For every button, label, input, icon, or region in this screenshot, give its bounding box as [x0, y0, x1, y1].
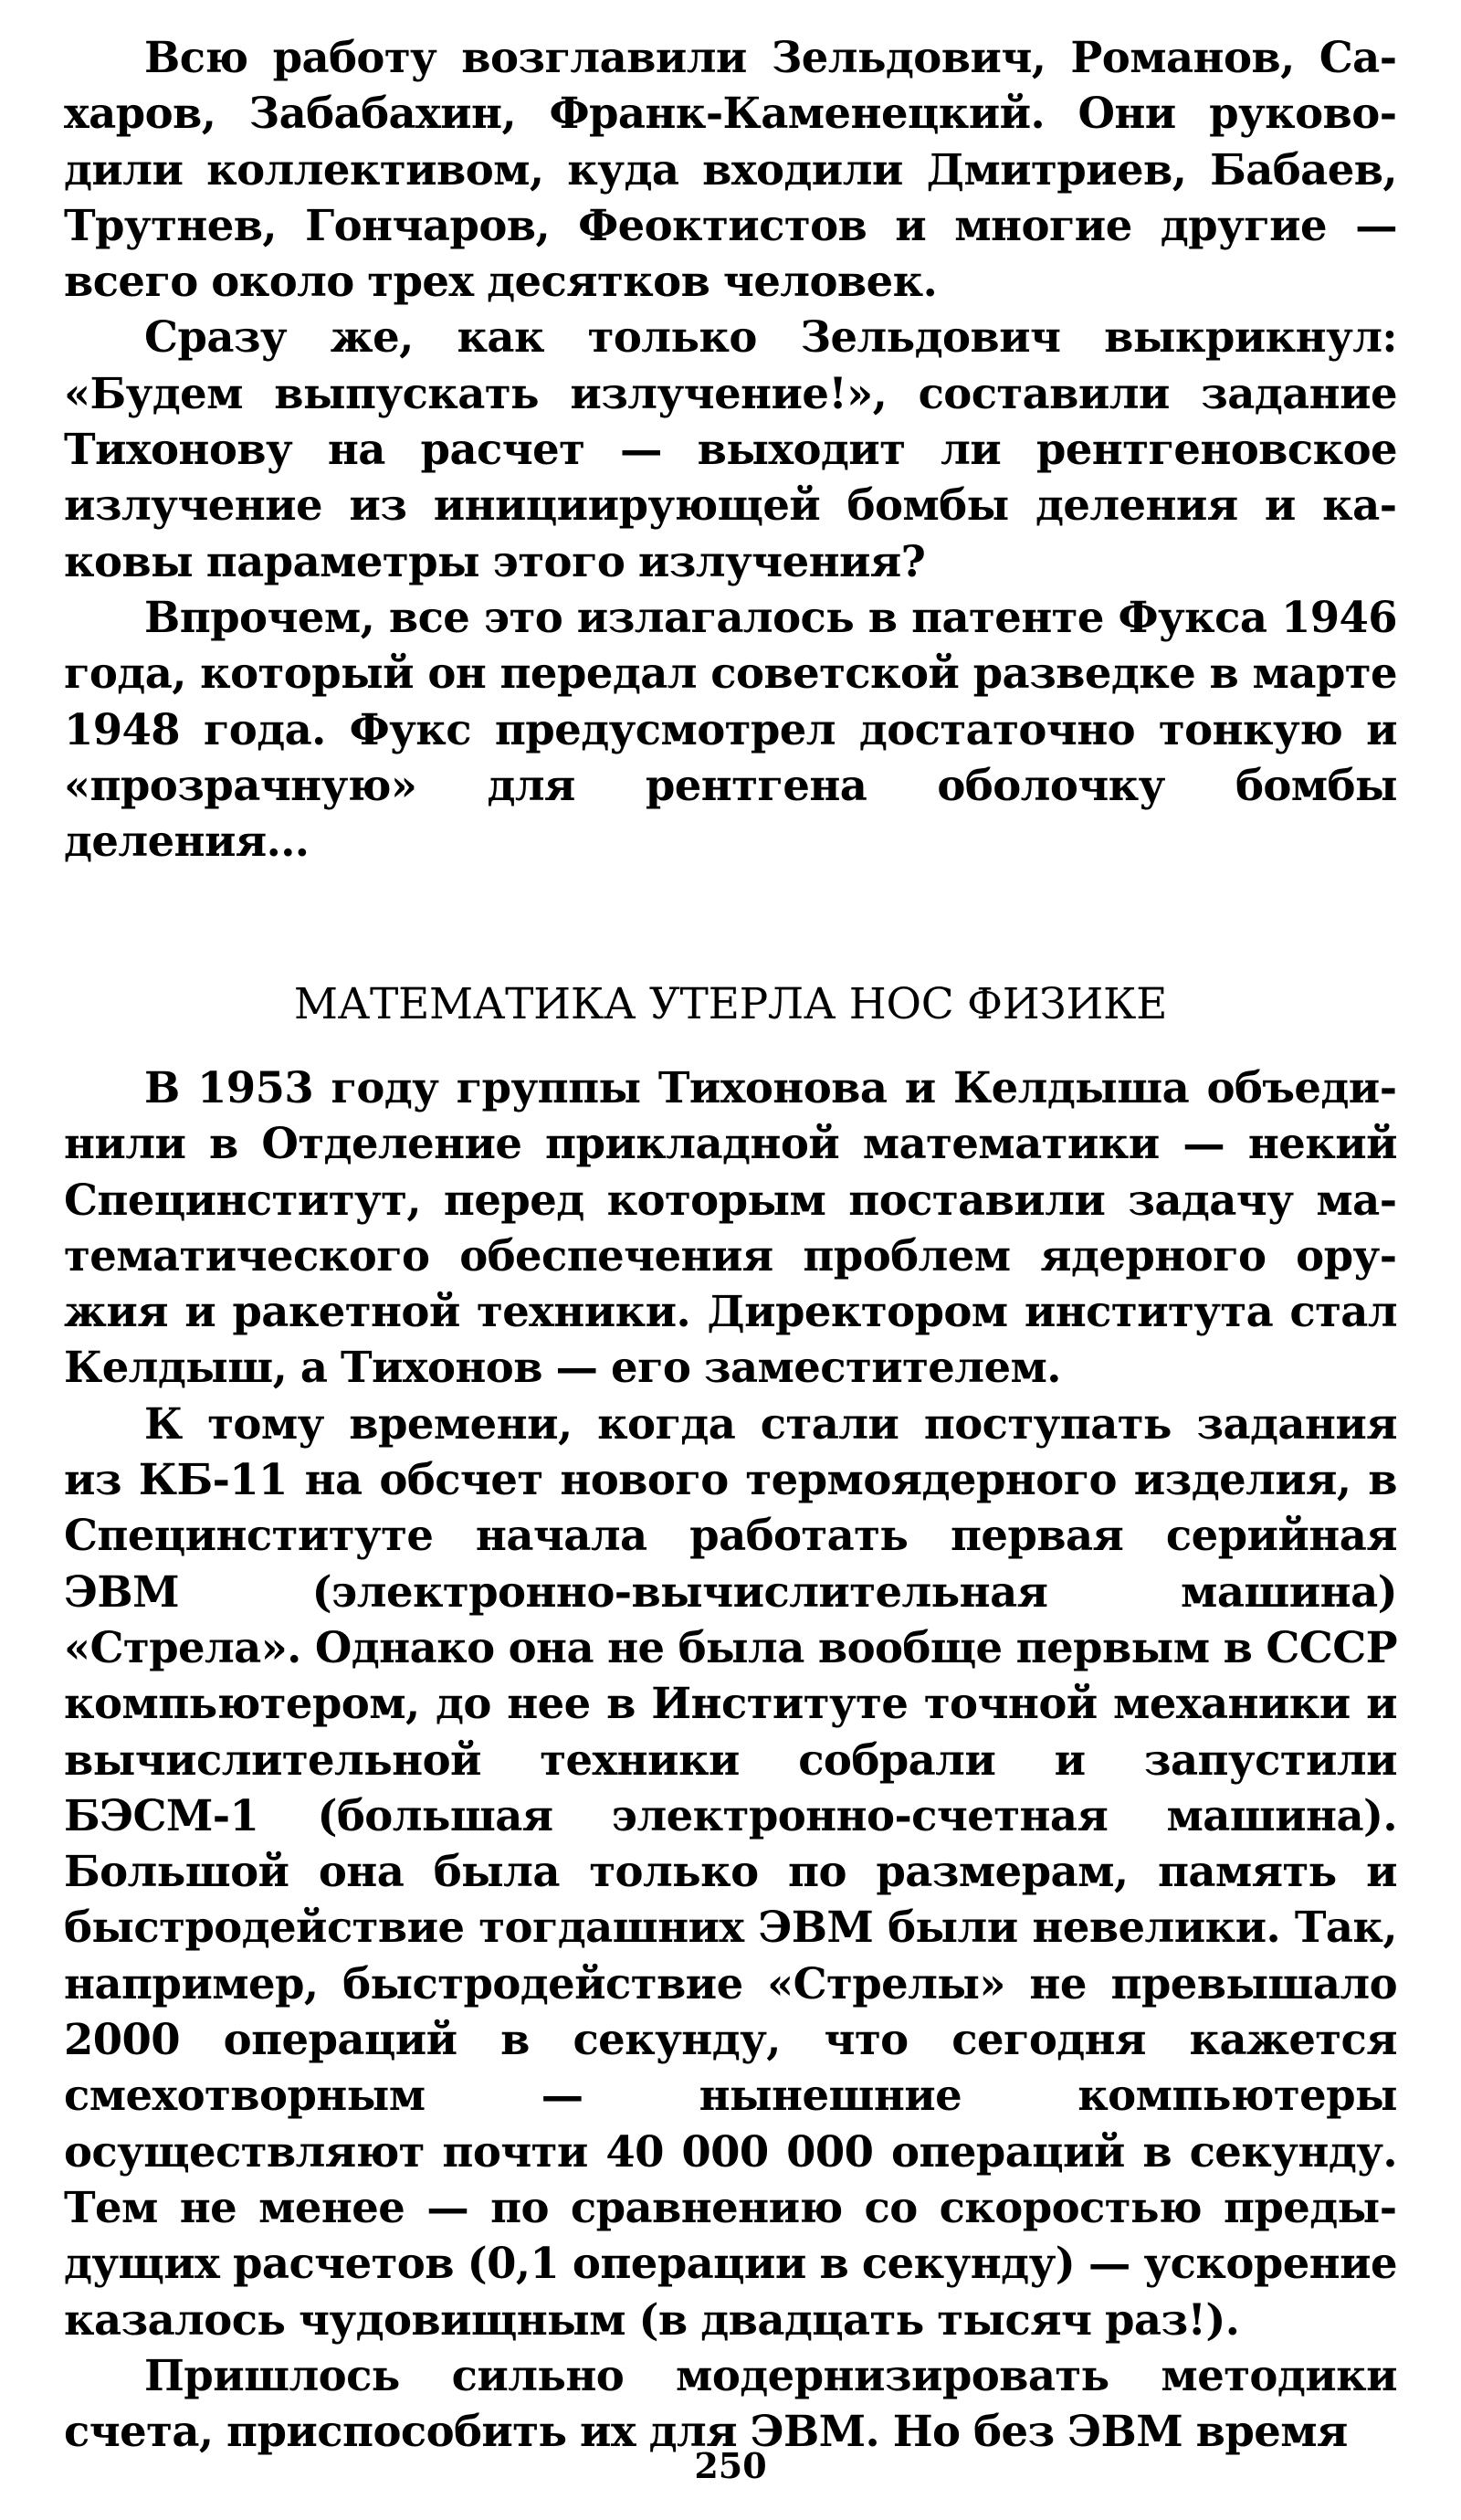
- paragraph: К тому времени, когда стали поступать задания из КБ-11 на обсчет нового термоядерного изделия, в Специнституте начала работать первая серийная ЭВМ (электронно-вычислительная машина) «Стрела». Однако она не была вообще первым в СССР компьютером, до нее в Институте точной механики и вычислительной техники собрали и запустили БЭСМ-1 (большая электронно-счетная машина). Большой она была только по размерам, память и быстродействие тогдашних ЭВМ были невелики. Так, например, быстродействие «Стрелы» не превышало 2000 операций в секунду, что сегодня кажется смехотворным — нынешние компьютеры осуществляют почти 40 000 000 операций в секунду. Тем не менее — по сравнению со скоростью предыдущих расчетов (0,1 операции в секунду) — ускорение казалось чудовищным (в двадцать тысяч раз!).: [64, 1397, 1397, 2345]
- paragraph: Впрочем, все это излагалось в патенте Фукса 1946 года, который он передал советской разведке в марте 1948 года. Фукс предусмотрел достаточно тонкую и «прозрачную» для рентгена оболочку бомбы деления...: [64, 591, 1397, 867]
- paragraph: Сразу же, как только Зельдович выкрикнул: «Будем выпускать излучение!», составили задание Тихонову на расчет — выходит ли рентгеновское излучение из инициирующей бомбы деления и каковы параметры этого излучения?: [64, 311, 1397, 586]
- paragraph: В 1953 году группы Тихонова и Келдыша объединили в Отделение прикладной математики — некий Специнститут, перед которым поставили задачу математического обеспечения проблем ядерного оружия и ракетной техники. Директором института стал Келдыш, а Тихонов — его заместителем.: [64, 1062, 1397, 1393]
- page-number: 250: [694, 2445, 767, 2486]
- section-heading: МАТЕМАТИКА УТЕРЛА НОС ФИЗИКЕ: [293, 979, 1168, 1029]
- book-page: [64, 29, 1397, 2486]
- text-section-bottom: [64, 1060, 1397, 2459]
- paragraph: Всю работу возглавили Зельдович, Романов, Сахаров, Забабахин, Франк-Каменецкий. Они руководили коллективом, куда входили Дмитриев, Бабаев, Трутнев, Гончаров, Феоктистов и многие другие — всего около трех десятков человек.: [64, 32, 1397, 307]
- paragraph: Пришлось сильно модернизировать методики счета, приспособить их для ЭВМ. Но без ЭВМ время: [64, 2349, 1397, 2457]
- text-section-top: [64, 29, 1397, 869]
